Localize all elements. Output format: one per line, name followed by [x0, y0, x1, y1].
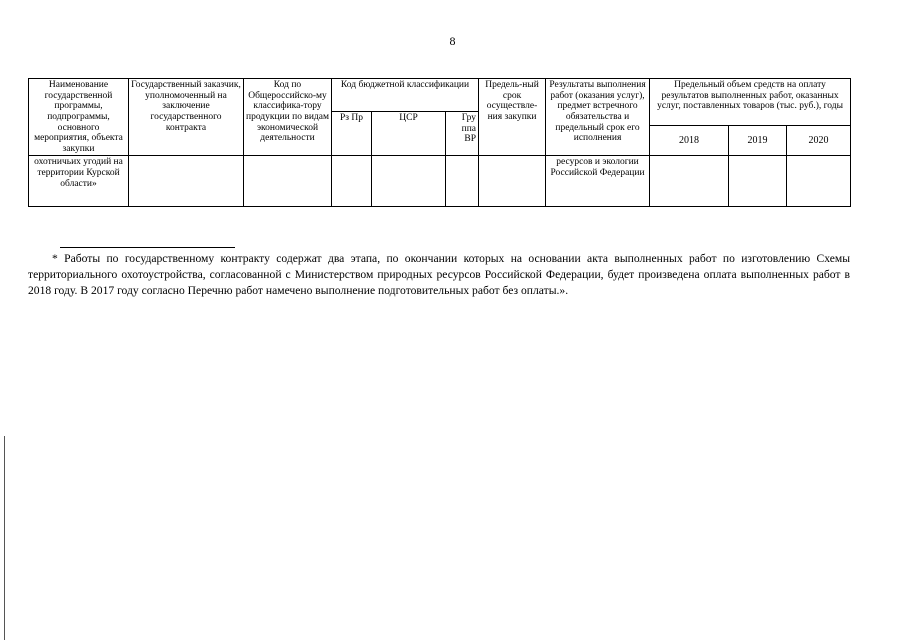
header-year-2020: 2020 — [787, 126, 851, 156]
header-max-volume: Предельный объем средств на оплату результатов выполненных работ, оказанных услуг, поставленных товаров (тыс. руб.), годы — [650, 79, 851, 126]
page-number: 8 — [449, 34, 456, 48]
header-year-2019: 2019 — [729, 126, 787, 156]
header-budget-code: Код бюджетной классификации — [332, 79, 479, 112]
header-deadline: Предель-ный срок осуществле-ния закупки — [479, 79, 546, 156]
header-rz-pr: Рз Пр — [332, 112, 372, 156]
cell-deadline — [479, 156, 546, 207]
header-results: Результаты выполнения работ (оказания услуг), предмет встречного обязательства и предельный срок его исполнения — [546, 79, 650, 156]
cell-okpd — [244, 156, 332, 207]
procurement-table — [28, 78, 851, 207]
cell-2018 — [650, 156, 729, 207]
cell-vr — [446, 156, 479, 207]
cell-2020 — [787, 156, 851, 207]
cell-csr — [372, 156, 446, 207]
header-csr: ЦСР — [372, 112, 446, 156]
footnote-separator — [60, 247, 235, 248]
cell-results: ресурсов и экологии Российской Федерации — [546, 156, 650, 207]
header-okpd: Код по Общероссийско-му классифика-тору продукции по видам экономической деятельности — [244, 79, 332, 156]
header-program-name: Наименование государственной программы, подпрограммы, основного мероприятия, объекта закупки — [29, 79, 129, 156]
cell-customer — [129, 156, 244, 207]
cell-2019 — [729, 156, 787, 207]
header-vr: Гру ппа ВР — [446, 112, 479, 156]
scan-edge-line — [4, 436, 5, 640]
table-row — [29, 156, 851, 207]
header-year-2018: 2018 — [650, 126, 729, 156]
footnote: * Работы по государственному контракту содержат два этапа, по окончании которых на основании акта выполненных работ по изготовлению Схемы территориального охотоустройства, согласованной с Министерством природных ресурсов Российской Федерации, будет произведена оплата выполненных работ в 2018 году. В 2017 году согласно Перечню работ намечено выполнение подготовительных работ без оплаты.». — [28, 252, 850, 297]
cell-program-name: охотничьих угодий на территории Курской области» — [29, 156, 129, 207]
header-customer: Государственный заказчик, уполномоченный на заключение государственного контракта — [129, 79, 244, 156]
cell-rz-pr — [332, 156, 372, 207]
